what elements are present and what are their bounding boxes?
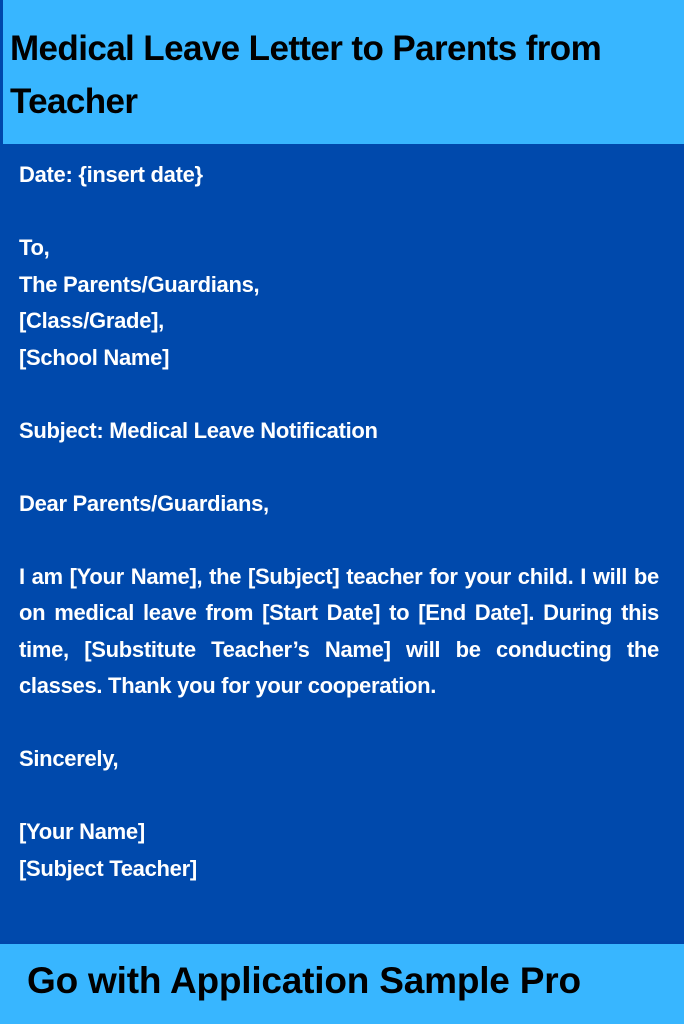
recipient-line: To,	[19, 235, 50, 260]
letter-panel	[0, 144, 684, 941]
recipient-block	[19, 230, 659, 376]
recipient-line: [Class/Grade],	[19, 308, 164, 333]
letter-date: Date: {insert date}	[19, 162, 203, 187]
footer-text: Go with Application Sample Pro	[27, 960, 581, 1001]
signature-line: [Subject Teacher]	[19, 855, 197, 881]
recipient-line: [School Name]	[19, 344, 170, 370]
page-footer	[0, 941, 684, 1024]
page-title: Medical Leave Letter to Parents from Teacher	[10, 29, 602, 121]
letter-body: I am [Your Name], the [Subject] teacher for your child. I will be on medical leave from [Start Date] to [End Date]. During this time, [Substitute Teacher’s Name] will be conducting the classes. Thank you for your cooperation.	[19, 563, 659, 698]
letter-salutation: Dear Parents/Guardians,	[19, 490, 269, 516]
recipient-line: The Parents/Guardians,	[19, 271, 260, 297]
letter-subject: Subject: Medical Leave Notification	[19, 417, 378, 443]
letter-content	[19, 157, 659, 924]
signature-line: [Your Name]	[19, 819, 145, 844]
page-header	[0, 0, 684, 144]
signature-block	[19, 814, 659, 887]
letter-closing: Sincerely,	[19, 746, 119, 771]
